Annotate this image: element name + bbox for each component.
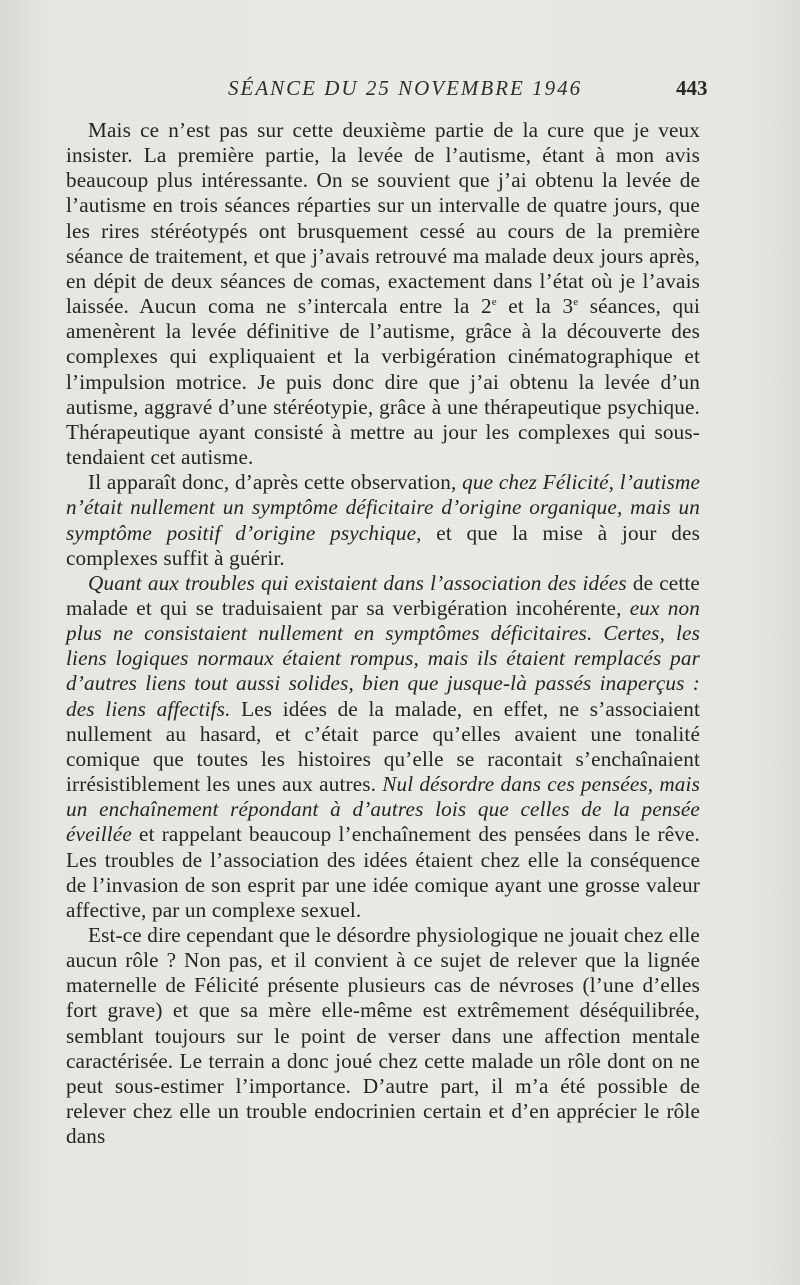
italic-text: que chez Félicité, l’autisme n’était nullement un symptôme déficitaire d’origine organique, mais un symptôme positif d’origine psychique, xyxy=(66,470,701,545)
text-segment: Les idées de la malade, en effet, ne s’associaient nullement au hasard, et c’était parce qu’elles avaient une tonalité comique que toutes les histoires qu’elle se racontait s’enchaînaient irrésistiblement les unes aux autres. xyxy=(66,696,700,797)
italic-text: eux non plus ne consistaient nullement en symptômes déficitaires. Certes, les liens logiques normaux étaient rompus, mais ils étaient remplacés par d’autres liens tout aussi solides, bien que jusque-là passés inaperçus : des liens affectifs. xyxy=(66,595,701,721)
text-segment: séances, qui amenèrent la levée définitive de l’autisme, grâce à la découverte des complexes qui expliquaient et la verbigération cinématographique et l’impulsion motrice. Je puis donc dire que j’ai obtenu la levée d’un autisme, aggravé d’une stéréotypie, grâce à une thérapeutique psychique. Thérapeutique ayant consisté à mettre au jour les complexes qui sous-tendaient cet autisme. xyxy=(66,294,700,470)
paragraph xyxy=(66,571,700,923)
italic-text: Nul désordre dans ces pensées, mais un enchaînement répondant à d’autres lois que celles de la pensée éveillée xyxy=(66,772,700,847)
page-number: 443 xyxy=(676,76,708,100)
superscript: e xyxy=(491,296,497,309)
paragraph xyxy=(66,923,700,1149)
superscript: e xyxy=(573,296,579,309)
text-segment: de cette malade et qui se traduisaient par sa verbigération incohérente, xyxy=(66,570,700,620)
body-text xyxy=(66,118,700,1149)
italic-text: Quant aux troubles qui existaient dans l’association des idées xyxy=(88,570,627,595)
text-segment: et rappelant beaucoup l’enchaînement des pensées dans le rêve. Les troubles de l’association des idées étaient chez elle la conséquence de l’invasion de son esprit par une idée comique ayant une grosse valeur affective, par un complexe sexuel. xyxy=(66,822,700,922)
text-segment: et que la mise à jour des complexes suffit à guérir. xyxy=(66,520,700,570)
text-segment: Est-ce dire cependant que le désordre physiologique ne jouait chez elle aucun rôle ? Non pas, et il convient à ce sujet de relever que la lignée maternelle de Félicité présente plusieurs cas de névroses (l’une d’elles fort grave) et que sa mère elle-même est extrêmement déséquilibrée, semblant toujours sur le point de verser dans une affection mentale caractérisée. Le terrain a donc joué chez cette malade un rôle dont on ne peut sous-estimer l’importance. D’autre part, il m’a été possible de relever chez elle un trouble endocrinien certain et d’en apprécier le rôle dans xyxy=(66,923,700,1149)
running-title: SÉANCE DU 25 NOVEMBRE 1946 xyxy=(228,76,583,100)
paragraph xyxy=(66,118,700,470)
text-segment: et la 3 xyxy=(496,294,574,319)
running-header xyxy=(0,76,800,104)
text-segment: Il apparaît donc, d’après cette observation, xyxy=(88,470,463,495)
text-segment: Mais ce n’est pas sur cette deuxième partie de la cure que je veux insister. La première partie, la levée de l’autisme, étant à mon avis beaucoup plus intéressante. On se souvient que j’ai obtenu la levée de l’autisme en trois séances réparties sur un intervalle de quatre jours, que les rires stéréotypés ont brusquement cessé au cours de la première séance de traitement, et que j’avais retrouvé ma malade deux jours après, en dépit de deux séances de comas, exactement dans l’état où je l’avais laissée. Aucun coma ne s’intercala entre la 2 xyxy=(66,118,700,319)
paragraph xyxy=(66,470,700,571)
